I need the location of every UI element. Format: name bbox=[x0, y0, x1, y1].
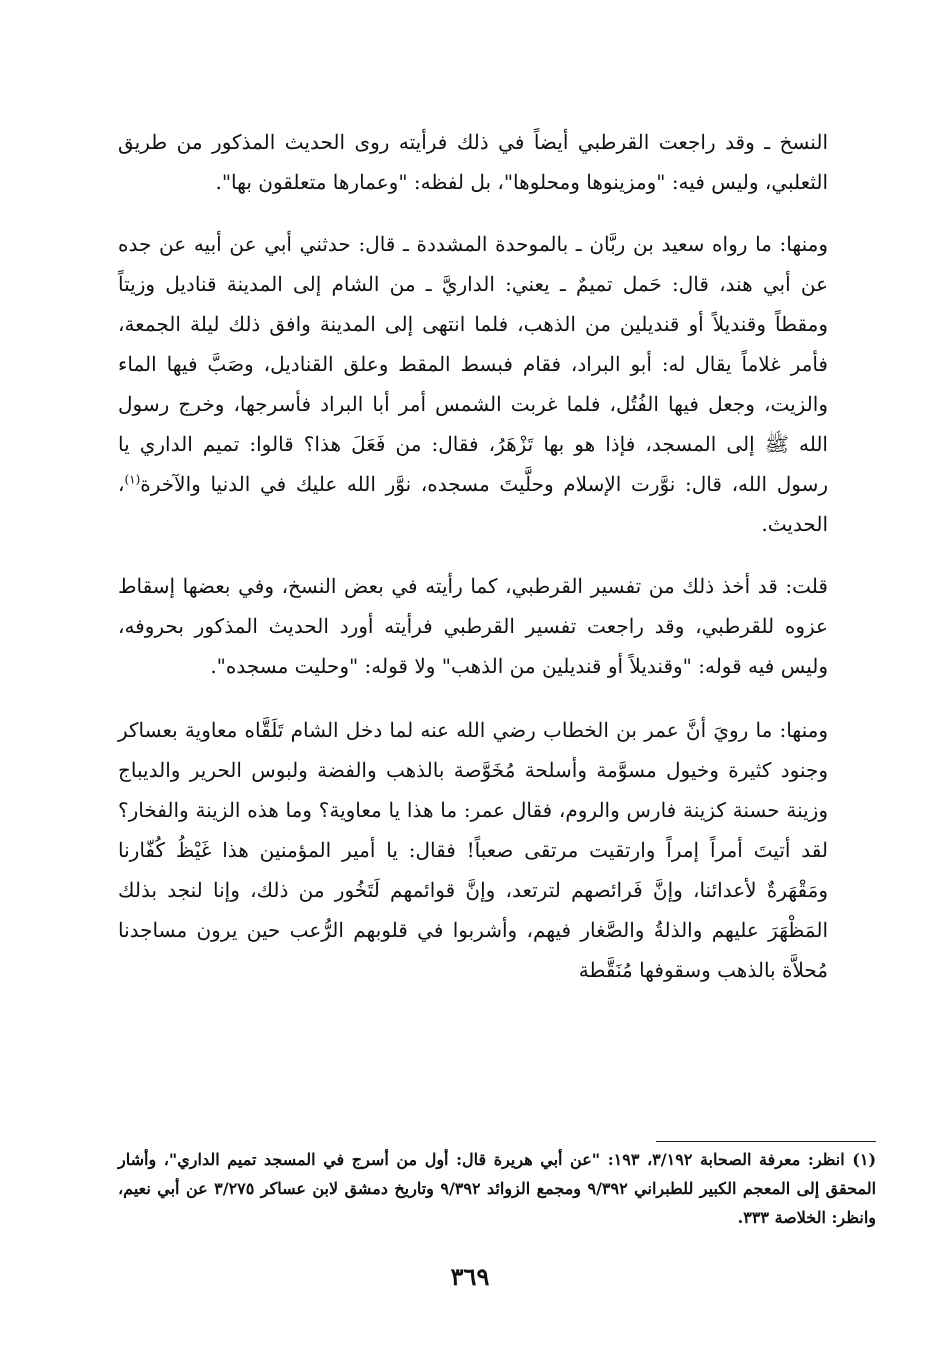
page-number: ٣٦٩ bbox=[450, 1262, 490, 1291]
footnote-divider bbox=[656, 1141, 876, 1142]
main-text bbox=[118, 122, 828, 990]
paragraph-4: ومنها: ما رويَ أنَّ عمر بن الخطاب رضي الله عنه لما دخل الشام تَلَقَّاه معاوية بعساكر وجنود كثيرة وخيول مسوَّمة وأسلحة مُخَوَّصة بالذهب والفضة ولبوس الحرير والديباج وزينة حسنة كزينة فارس والروم، فقال عمر: ما هذا يا معاوية؟ وما هذه الزينة والفخار؟ لقد أتيتَ أمراً إمراً وارتقيت مرتقى صعباً! فقال: يا أمير المؤمنين هذا غَيْظُ كُفّارنا ومَقْهَرةٌ لأعدائنا، وإنَّ فَرائصهم لترتعد، وإنَّ قوائمهم لَتَخُور من ذلك، وإنا لنجد بذلك المَظْهَرَ عليهم والذلةُ والصَّغار فيهم، وأشربوا في قلوبهم الرُّعب حين يرون مساجدنا مُحلاَّة بالذهب وسقوفها مُنَقَّطة bbox=[118, 718, 828, 982]
paragraph-1: النسخ ـ وقد راجعت القرطبي أيضاً في ذلك فرأيته روى الحديث المذكور من طريق الثعلبي، وليس فيه: "ومزينوها ومحلوها"، بل لفظه: "وعمارها متعلقون بها". bbox=[118, 130, 828, 194]
footnote-marker: (١) bbox=[124, 472, 141, 487]
footnote: (١) انظر: معرفة الصحابة ٣/١٩٢، ١٩٣: "عن أبي هريرة قال: أول من أسرج في المسجد تميم الداري"، وأشار المحقق إلى المعجم الكبير للطبراني ٩/٣٩٢ ومجمع الزوائد ٩/٣٩٢ وتاريخ دمشق لابن عساكر ٣/٢٧٥ عن أبي نعيم، وانظر: الخلاصة ٣٣٣. bbox=[118, 1150, 877, 1227]
paragraph-2 bbox=[118, 224, 828, 544]
paragraph-2-body: ومنها: ما رواه سعيد بن ربَّان ـ بالموحدة المشددة ـ قال: حدثني أبي عن أبيه عن جده عن أبي هند، قال: حَمل تميمٌ ـ يعني: الداريَّ ـ من الشام إلى المدينة قناديل وزيتاً ومقطاً وقنديلاً أو قنديلين من الذهب، فلما انتهى إلى المدينة وافق ذلك ليلة الجمعة، فأمر غلاماً يقال له: أبو البراد، فقام فبسط المقط وعلق القناديل، وصَبَّ فيها الماء والزيت، وجعل فيها الفُتُل، فلما غربت الشمس أمر أبا البراد فأسرجها، وخرج رسول الله ﷺ إلى المسجد، فإذا هو بها تَزْهَرُ، فقال: من فَعَلَ هذا؟ قالوا: تميم الداري يا رسول الله، قال: نوَّرت الإسلام وحلَّيتَ مسجده، نوَّر الله عليك في الدنيا والآخرة bbox=[118, 232, 828, 496]
paragraph-2-tail: ، الحديث. bbox=[118, 472, 828, 536]
paragraph-3: قلت: قد أخذ ذلك من تفسير القرطبي، كما رأيته في بعض النسخ، وفي بعضها إسقاط عزوه للقرطبي، وقد راجعت تفسير القرطبي فرأيته أورد الحديث المذكور بحروفه، وليس فيه قوله: "وقنديلاً أو قنديلين من الذهب" ولا قوله: "وحليت مسجده". bbox=[118, 574, 828, 678]
